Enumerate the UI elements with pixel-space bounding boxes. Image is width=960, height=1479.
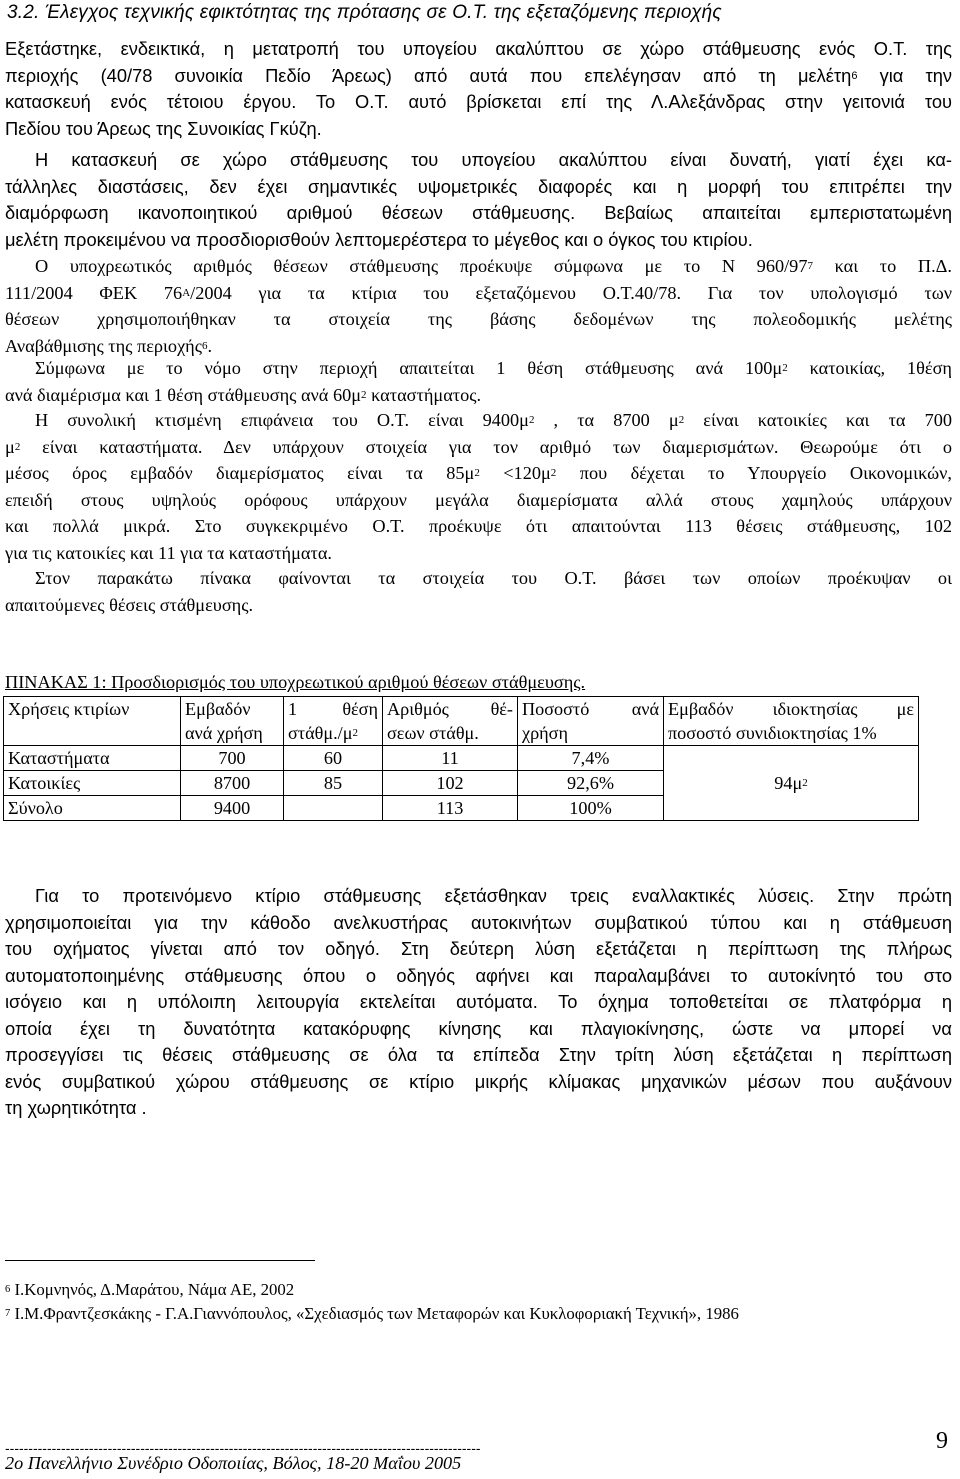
- paragraph-2: [5, 147, 952, 253]
- text-line: για τις κατοικίες και 11 για τα καταστήματα.: [5, 542, 332, 563]
- text-line: προσεγγίσει τις θέσεις στάθμευσης σε όλα τα επίπεδα Στην τρίτη λύση εξετάζεται η περίπτωση: [5, 1044, 952, 1065]
- table-caption: ΠΙΝΑΚΑΣ 1: Προσδιορισμός του υποχρεωτικού αριθμού θέσεων στάθμευσης.: [5, 672, 586, 692]
- text-line: ισόγειο και η υπόλοιπη λειτουργία εκτελείται αυτόματα. Το όχημα τοποθετείται σε πλατφόρμα η: [5, 991, 952, 1012]
- paragraph-3: [5, 253, 952, 359]
- text-line: Για το προτεινόμενο κτίριο στάθμευσης εξετάσθηκαν τρεις εναλλακτικές λύσεις. Στην πρώτη: [35, 885, 952, 906]
- text-line: θέσεων χρησιμοποιήθηκαν τα στοιχεία της βάσης δεδομένων της πολεοδομικής μελέτης: [5, 309, 952, 329]
- footnote-rule: [5, 1260, 315, 1261]
- cell-use: Σύνολο: [4, 796, 181, 821]
- paragraph-4: [5, 355, 952, 408]
- text-line: Πεδίου του Άρεως της Συνοικίας Γκύζη.: [5, 117, 322, 139]
- text-line: μελέτη προκειμένου να προσδιορισθούν λεπτομερέστερα το μέγεθος και ο όγκος του κτιρίου.: [5, 228, 753, 250]
- paragraph-6: [5, 565, 952, 618]
- text-line: διαμόρφωση ικανοποιητικού αριθμού θέσεων στάθμευσης. Βεβαίως απαιτείται εμπεριστατωμένη: [5, 202, 952, 223]
- text-line: αυτοματοποιημένης στάθμευσης όπου ο οδηγός αφήνει και παραλαμβάνει το αυτοκίνητό του στο: [5, 964, 952, 986]
- text-line: απαιτούμενες θέσεις στάθμευσης.: [5, 594, 254, 615]
- cell-ownership-area: $94\mu^2$: [664, 746, 919, 821]
- cell-use: Καταστήματα: [4, 746, 181, 771]
- cell-percent: 92,6%: [518, 771, 664, 796]
- text-line: του οχήματος γίνεται από τον οδηγό. Στη δεύτερη λύση εξετάζεται η περίπτωση της πλήρως: [5, 938, 952, 959]
- header-area: Εμβαδόν ανά χρήση: [181, 697, 284, 746]
- cell-area: 700: [181, 746, 284, 771]
- header-percent: Ποσοστό ανά χρήση: [518, 697, 664, 746]
- footer-text: 2ο Πανελλήνιο Συνέδριο Οδοποιίας, Βόλος, 18-20 Μαΐου 2005: [5, 1453, 462, 1473]
- cell-use: Κατοικίες: [4, 771, 181, 796]
- text-line: Στον παρακάτω πίνακα φαίνονται τα στοιχεία του Ο.Τ. βάσει των οποίων προέκυψαν οι: [35, 568, 952, 588]
- table-row: [4, 746, 919, 771]
- cell-per-space: 85: [284, 771, 383, 796]
- text-line: και πολλά μικρά. Στο συγκεκριμένο Ο.Τ. προέκυψε ότι απαιτούνται 113 θέσεις στάθμευσης, 102: [5, 516, 952, 536]
- cell-percent: 100%: [518, 796, 664, 821]
- cell-area: 9400: [181, 796, 284, 821]
- text-line: Σύμφωνα με το νόμο στην περιοχή απαιτείται 1 θέση στάθμευσης ανά $100\mu^2$ κατοικίας, 1θέση: [35, 358, 952, 378]
- text-line: τη χωρητικότητα .: [5, 1097, 147, 1118]
- cell-percent: 7,4%: [518, 746, 664, 771]
- table-header-row: [4, 697, 919, 746]
- text-line: 111/2004 ΦΕΚ $76^A/2004$ για τα κτίρια του εξεταζόμενου Ο.Τ.40/78. Για τον υπολογισμό των: [5, 282, 952, 303]
- cell-per-space: 60: [284, 746, 383, 771]
- footnote-6: $^6$ Ι.Κομνηνός, Δ.Μαράτου, Νάμα ΑΕ, 2002: [5, 1280, 295, 1299]
- text-line: ενός συμβατικού χώρου στάθμευσης σε κτίριο μικρής κλίμακας μηχανικών μέσων που αυξάνουν: [5, 1070, 952, 1092]
- text-line: Η κατασκευή σε χώρο στάθμευσης του υπογείου ακαλύπτου είναι δυνατή, γιατί έχει κα-: [35, 149, 952, 170]
- text-line: κατασκευή ενός τέτοιου έργου. Το Ο.Τ. αυτό βρίσκεται επί της Λ.Αλεξάνδρας στην γειτονιά του: [5, 91, 952, 112]
- paragraph-1: [5, 36, 952, 142]
- cell-area: 8700: [181, 771, 284, 796]
- text-line: Εξετάστηκε, ενδεικτικά, η μετατροπή του υπογείου ακαλύπτου σε χώρο στάθμευσης ενός Ο.Τ. της: [5, 38, 952, 59]
- text-line: Η συνολική κτισμένη επιφάνεια του Ο.Τ. είναι $9400\mu^2$ , τα 8700 $\mu^2$ είναι κατοικίες και τα 700: [35, 410, 953, 430]
- text-line: περιοχής (40/78 συνοικία Πεδίο Άρεως) από αυτά που επελέγησαν από τη μελέτη$^6$ για την: [5, 64, 952, 86]
- parking-table: [3, 696, 919, 821]
- header-spaces: Αριθμός θέ- σεων στάθμ.: [383, 697, 518, 746]
- page-number: 9: [936, 1428, 948, 1454]
- section-heading: 3.2. Έλεγχος τεχνικής εφικτότητας της πρότασης σε Ο.Τ. της εξεταζόμενης περιοχής: [7, 2, 722, 23]
- footer-dash-rule: ------------------------------------------------------------------------------------------------------: [5, 1440, 481, 1456]
- text-line: $\mu^2$ είναι καταστήματα. Δεν υπάρχουν στοιχεία για τον αριθμό των διαμερισμάτων. Θεωρούμε ότι ο: [5, 436, 952, 457]
- text-line: Ο υποχρεωτικός αριθμός θέσεων στάθμευσης προέκυψε σύμφωνα με το Ν $960/97^7$ και το Π.Δ.: [35, 256, 952, 276]
- cell-spaces: 11: [383, 746, 518, 771]
- header-uses: Χρήσεις κτιρίων: [4, 697, 181, 746]
- text-line: ανά διαμέρισμα και 1 θέση στάθμευσης ανά $60\mu^2$ καταστήματος.: [5, 384, 482, 405]
- cell-spaces: 102: [383, 771, 518, 796]
- paragraph-5: [5, 407, 952, 566]
- cell-per-space: [284, 796, 383, 821]
- paragraph-7: [5, 883, 952, 1122]
- text-line: επειδή στους υψηλούς ορόφους υπάρχουν μεγάλα διαμερίσματα αλλά στους χαμηλούς υπάρχουν: [5, 489, 952, 510]
- text-line: μέσος όρος εμβαδόν διαμερίσματος είναι τα $85\mu^2 <120\mu^2$ που δέχεται το Υπουργείο Οικονομικών,: [5, 463, 952, 483]
- text-line: οποία έχει τη δυνατότητα κατακόρυφης κίνησης και πλαγιοκίνησης, ώστε να μπορεί να: [5, 1017, 952, 1039]
- footnote-7: $^7$ Ι.Μ.Φραντζεσκάκης - Γ.Α.Γιαννόπουλος, «Σχεδιασμός των Μεταφορών και Κυκλοφοριακή Τεχνική», 1986: [5, 1304, 739, 1323]
- text-line: τάλληλες διαστάσεις, δεν έχει σημαντικές υψομετρικές διαφορές και η μορφή του επιτρέπει την: [5, 175, 952, 197]
- cell-spaces: 113: [383, 796, 518, 821]
- header-per-space: 1 θέση $\sigma\tau ά\theta\mu./\mu^2$: [284, 697, 383, 746]
- header-ownership-area: Εμβαδόν ιδιοκτησίας με ποσοστό συνιδιοκτησίας 1%: [664, 697, 919, 746]
- text-line: χρησιμοποιείται για την κάθοδο ανελκυστήρας αυτοκινήτων συμβατικού τύπου και η στάθμευση: [5, 911, 952, 933]
- text-line: Αναβάθμισης της περιοχής$^6$.: [5, 335, 213, 356]
